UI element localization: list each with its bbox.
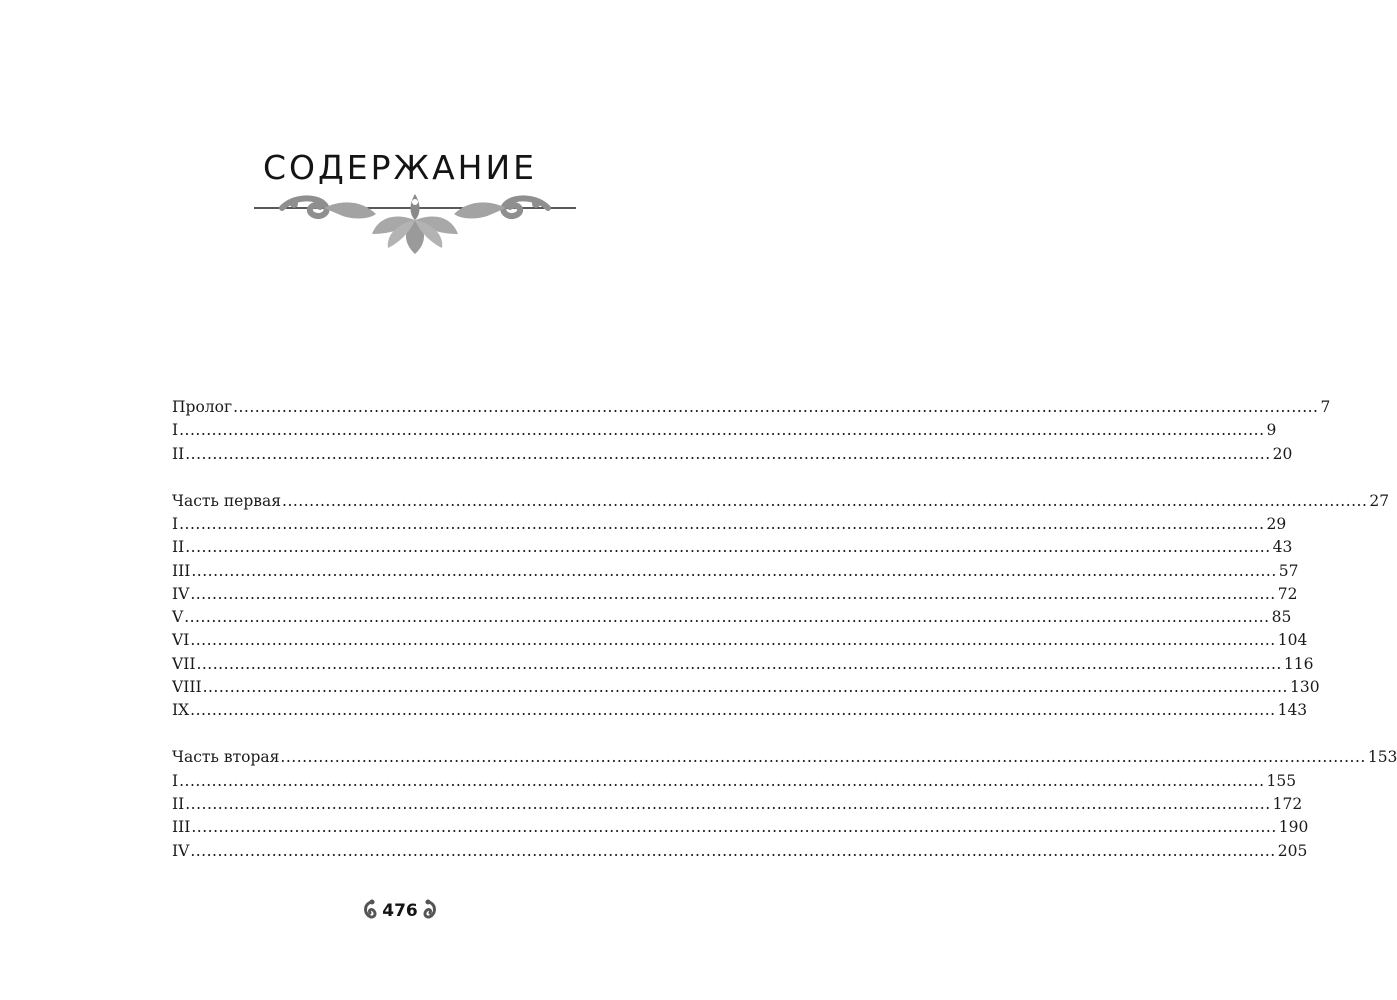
toc-dot-leader: ........................................................................................................................................................................................................ <box>196 654 1282 673</box>
toc-entry <box>172 629 1308 652</box>
toc-dot-leader: ........................................................................................................................................................................................................ <box>202 678 1288 697</box>
toc-dot-leader: ........................................................................................................................................................................................................ <box>179 514 1265 533</box>
toc-entry-label: IX <box>172 701 190 720</box>
page-footer <box>0 896 800 926</box>
page-number: 476 <box>382 901 418 921</box>
toc-dot-leader: ........................................................................................................................................................................................................ <box>280 748 1366 767</box>
toc-entry-label: VIII <box>172 678 202 697</box>
toc-dot-leader: ........................................................................................................................................................................................................ <box>190 631 1276 650</box>
page-title: СОДЕРЖАНИЕ <box>262 148 538 187</box>
floral-divider-icon <box>254 190 576 256</box>
toc-dot-leader: ........................................................................................................................................................................................................ <box>190 701 1276 720</box>
toc-entry <box>172 653 1314 676</box>
toc-entry-page: 172 <box>1272 795 1303 814</box>
toc-entry <box>172 676 1320 699</box>
toc-entry-label: IV <box>172 584 190 603</box>
toc-entry <box>172 816 1309 839</box>
toc-entry-label: Часть первая <box>172 491 282 510</box>
toc-dot-leader: ........................................................................................................................................................................................................ <box>185 795 1271 814</box>
toc-dot-leader: ........................................................................................................................................................................................................ <box>185 444 1271 463</box>
toc-entry-page: 27 <box>1369 491 1390 510</box>
toc-dot-leader: ........................................................................................................................................................................................................ <box>185 538 1271 557</box>
toc-dot-leader: ........................................................................................................................................................................................................ <box>282 491 1368 510</box>
toc-entry-label: II <box>172 795 185 814</box>
toc-dot-leader: ........................................................................................................................................................................................................ <box>179 771 1265 790</box>
toc-entry-label: II <box>172 538 185 557</box>
toc-entry-label: V <box>172 608 184 627</box>
toc-entry <box>172 513 1287 536</box>
toc-dot-leader: ........................................................................................................................................................................................................ <box>190 584 1276 603</box>
toc-dot-leader: ........................................................................................................................................................................................................ <box>190 841 1276 860</box>
toc-entry-page: 72 <box>1277 584 1298 603</box>
toc-dot-leader: ........................................................................................................................................................................................................ <box>184 608 1270 627</box>
toc-entry-page: 153 <box>1367 748 1397 767</box>
toc-entry-label: I <box>172 421 179 440</box>
toc-entry <box>172 793 1303 816</box>
toc-entry-page: 57 <box>1278 561 1299 580</box>
toc-entry-page: 155 <box>1266 771 1297 790</box>
toc-entry-label: I <box>172 771 179 790</box>
toc-dot-leader: ........................................................................................................................................................................................................ <box>179 421 1265 440</box>
toc-entry <box>172 560 1299 583</box>
toc-entry-label: III <box>172 561 191 580</box>
toc-entry-label: II <box>172 444 185 463</box>
toc-dot-leader: ........................................................................................................................................................................................................ <box>233 398 1319 416</box>
toc-entry <box>172 840 1308 863</box>
swirl-icon <box>421 898 439 924</box>
toc-entry-label: I <box>172 514 179 533</box>
table-of-contents <box>172 396 1397 863</box>
toc-entry-page: 143 <box>1277 701 1308 720</box>
toc-entry-page: 104 <box>1277 631 1308 650</box>
toc-entry-label: Пролог <box>172 398 233 416</box>
toc-entry-label: III <box>172 818 191 837</box>
toc-entry-page: 205 <box>1277 841 1308 860</box>
toc-entry-page: 130 <box>1289 678 1320 697</box>
toc-entry <box>172 699 1308 722</box>
toc-dot-leader: ........................................................................................................................................................................................................ <box>191 818 1277 837</box>
toc-entry-page: 7 <box>1320 398 1331 416</box>
toc-entry <box>172 536 1293 559</box>
toc-entry <box>172 419 1277 442</box>
toc-entry-label: VII <box>172 654 196 673</box>
toc-dot-leader: ........................................................................................................................................................................................................ <box>191 561 1277 580</box>
toc-entry <box>172 443 1293 466</box>
toc-entry <box>172 490 1390 513</box>
toc-group-gap <box>172 466 662 490</box>
swirl-icon <box>361 898 379 924</box>
toc-group-gap <box>172 723 662 747</box>
toc-entry <box>172 583 1298 606</box>
toc-entry <box>172 770 1297 793</box>
toc-entry <box>172 606 1292 629</box>
toc-entry-page: 85 <box>1271 608 1292 627</box>
toc-entry-page: 29 <box>1266 514 1287 533</box>
toc-entry-label: VI <box>172 631 190 650</box>
toc-entry-label: IV <box>172 841 190 860</box>
toc-entry-page: 20 <box>1272 444 1293 463</box>
toc-entry-page: 116 <box>1283 654 1314 673</box>
toc-entry-label: Часть вторая <box>172 748 280 767</box>
toc-entry-page: 190 <box>1278 818 1309 837</box>
toc-entry-page: 9 <box>1266 421 1277 440</box>
toc-entry-page: 43 <box>1272 538 1293 557</box>
toc-entry <box>172 396 1331 419</box>
toc-entry <box>172 746 1397 769</box>
